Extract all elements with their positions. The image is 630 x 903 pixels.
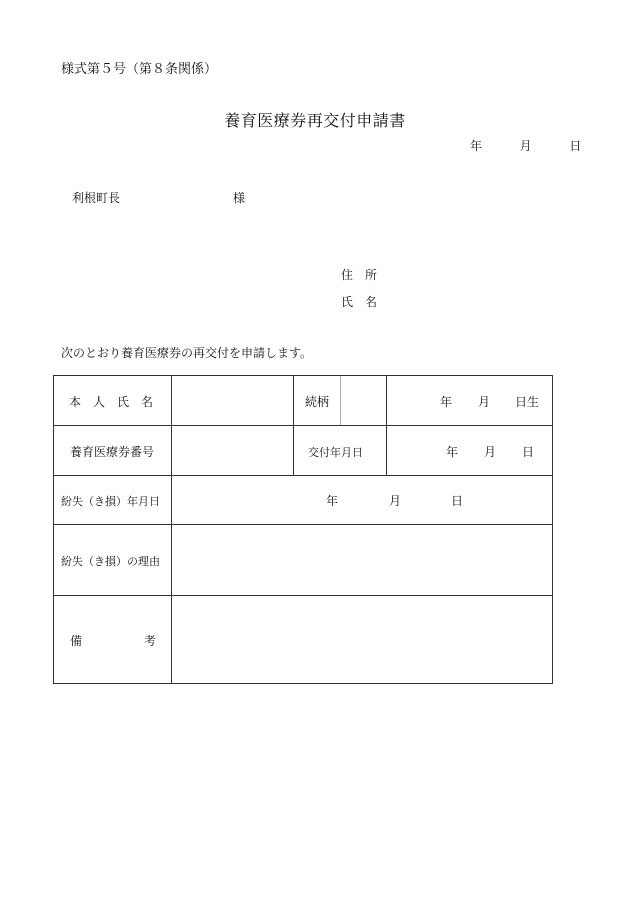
certificate-number-field[interactable] — [172, 427, 292, 474]
birth-month-label: 月 — [478, 395, 491, 409]
date-day-label: 日 — [569, 139, 582, 153]
row-divider — [54, 425, 552, 426]
remarks-field[interactable] — [172, 597, 552, 683]
remarks-label-left: 備 — [70, 634, 83, 648]
application-form-table — [53, 375, 553, 684]
row-divider — [54, 475, 552, 476]
application-date — [470, 137, 581, 154]
loss-reason-label: 紛失（き損）の理由 — [61, 555, 160, 568]
row-divider — [54, 524, 552, 525]
person-name-label: 本 人 氏 名 — [69, 395, 154, 409]
relation-field[interactable] — [342, 377, 385, 424]
loss-date-label: 紛失（き損）年月日 — [61, 495, 160, 508]
applicant-name-label: 氏 名 — [341, 295, 378, 309]
applicant-address-label: 住 所 — [341, 268, 378, 282]
date-month-label: 月 — [519, 139, 532, 153]
column-divider — [293, 376, 294, 475]
application-statement: 次のとおり養育医療券の再交付を申請します。 — [61, 346, 313, 360]
page-title: 養育医療券再交付申請書 — [224, 111, 406, 130]
relation-label: 続柄 — [305, 395, 330, 409]
issue-date-label: 交付年月日 — [308, 446, 363, 459]
row-divider — [54, 595, 552, 596]
addressee-honorific: 様 — [233, 191, 246, 205]
loss-month-label: 月 — [389, 494, 402, 508]
addressee-name: 利根町長 — [72, 191, 121, 205]
birth-year-label: 年 — [440, 395, 453, 409]
issue-day-label: 日 — [522, 445, 535, 459]
issue-month-label: 月 — [484, 445, 497, 459]
remarks-label-right: 考 — [144, 634, 157, 648]
person-name-field[interactable] — [172, 377, 292, 424]
loss-reason-field[interactable] — [172, 526, 552, 594]
column-divider — [386, 376, 387, 475]
issue-year-label: 年 — [446, 445, 459, 459]
relation-divider — [340, 376, 341, 425]
date-year-label: 年 — [470, 139, 483, 153]
loss-year-label: 年 — [326, 494, 339, 508]
certificate-number-label: 養育医療券番号 — [70, 445, 155, 459]
loss-day-label: 日 — [451, 494, 464, 508]
form-number: 様式第５号（第８条関係） — [61, 62, 218, 77]
birth-day-label: 日生 — [515, 395, 540, 409]
